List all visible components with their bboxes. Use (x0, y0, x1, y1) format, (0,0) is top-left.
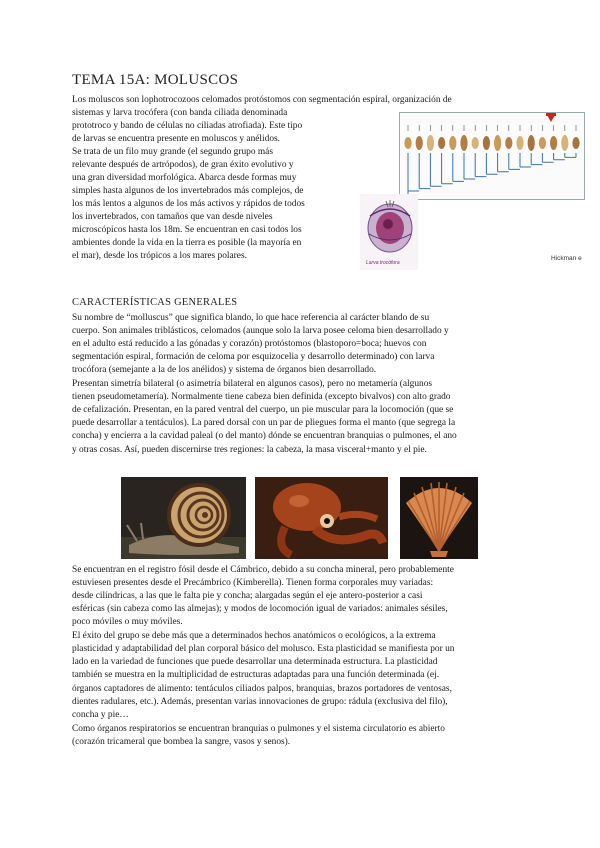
intro-line: el mar), desde los trópicos a los mares polares. (72, 251, 247, 261)
section-line: trocófora (semejante a la de los anélidos) y sistema de órganos bien desarrollado. (72, 365, 377, 375)
taxon-illustration (416, 136, 423, 150)
section-line: de cefalización. Presentan, en la pared ventral del cuerpo, un pie muscular para la locomoción (que se (72, 405, 454, 415)
marker-arrow-icon (547, 115, 555, 122)
body-line: estuviesen presentes desde el Precámbrico (Kimberella). Tienen forma corporales muy variadas: (72, 578, 434, 588)
intro-line: Los moluscos son lophotrocozoos celomados protóstomos con segmentación espiral, organización de (72, 95, 452, 105)
body-line: Se encuentran en el registro fósil desde el Cámbrico, debido a su concha mineral, pero probablemente (72, 565, 454, 575)
intro-line: de larvas se encuentra presente en moluscos y anélidos. (72, 134, 280, 144)
taxon-illustration (472, 137, 479, 149)
section-line: tienen pseudometamería). Normalmente tiene cabeza bien definida (excepto bivalvos) con alto grado (72, 392, 451, 402)
taxon-illustration (505, 137, 512, 149)
body-line: (corazón tricameral que bombea la sangre, vasos y senos). (72, 737, 291, 747)
section-line: puede desarrollar a tentáculos). La pared dorsal con un par de pliegues forma el manto (que segrega la (72, 418, 456, 428)
taxon-illustration (539, 137, 546, 149)
taxon-illustration (483, 136, 490, 150)
section-line: cuerpo. Son animales triblásticos, celomados (aunque solo la larva posee celoma bien desarrollado y (72, 326, 449, 336)
intro-line: una gran diversidad morfológica. Abarca desde formas muy (72, 173, 297, 183)
body-line: dientes radulares, etc.). Además, presentan varias innovaciones de grupo: rádula (exclusiva del filo), (72, 697, 448, 707)
intro-line: prototroco y bando de células no ciliadas atrofiada). Este tipo (72, 121, 303, 131)
taxon-illustration (528, 135, 535, 151)
phylogeny-figure (399, 112, 585, 200)
taxon-illustration (494, 135, 501, 151)
intro-line: Se trata de un filo muy grande (el segundo grupo más (72, 147, 273, 157)
intro-line: simples hasta algunos de los invertebrados más complejos, de (72, 186, 304, 196)
body-line: órganos captadores de alimento: tentáculos ciliados palpos, branquias, brazos portadores de ventosas, (72, 684, 452, 694)
body-line: lado en la variedad de funciones que puede desarrollar una determinada estructura. La plasticidad (72, 657, 438, 667)
body-line: esféricas (sin cabeza como las almejas); y modos de locomoción igual de variados: animales sésiles, (72, 604, 448, 614)
taxon-illustration (572, 137, 579, 149)
intro-line: los más lentos a algunos de los más activos y rápidos de todos (72, 199, 305, 209)
taxon-illustration (460, 135, 467, 151)
page-title: TEMA 15A: MOLUSCOS (72, 72, 239, 88)
body-line: El éxito del grupo se debe más que a determinados hechos anatómicos o ecológicos, a la extrema (72, 631, 436, 641)
section-line: y otras cosas. Así, pueden discernirse tres regiones: la cabeza, la masa visceral+manto y el pie. (72, 445, 427, 455)
body-line: concha y pie… (72, 710, 129, 720)
taxon-illustration (516, 136, 523, 150)
section-heading: CARACTERÍSTICAS GENERALES (72, 297, 238, 308)
scallop-photo (400, 477, 478, 559)
body-line: plasticidad y adaptabilidad del plan corporal básico del molusco. Esta plasticidad se manifiesta por un (72, 644, 455, 654)
phylogeny-tree-branches (408, 153, 576, 195)
intro-line: relevante después de artrópodos), de gran éxito evolutivo y (72, 160, 294, 170)
section-line: en el adulto está reducido a las gónadas y corazón) protóstomos (blastoporo=boca; huevos con (72, 339, 427, 349)
body-line: poco móviles o muy móviles. (72, 617, 183, 627)
section-line: concha) y encierra a la cavidad paleal (o del manto) dónde se encuentran branquias o pulmones, el ano (72, 431, 457, 441)
taxon-illustration (550, 136, 557, 150)
section-line: Presentan simetría bilateral (o asimetría bilateral en algunos casos), pero no metamería (algunos (72, 379, 433, 389)
intro-line: ambientes donde la vida en la tierra es posible (la mayoría en (72, 238, 302, 248)
taxon-illustration (449, 136, 456, 150)
taxon-illustration (438, 137, 445, 149)
body-line: desde cilíndricas, a las que le falta pie y concha; alargadas según el eje antero-posterior a casi (72, 591, 423, 601)
taxon-illustration (561, 135, 568, 151)
section-line: segmentación espiral, formación de celoma por esquizocelia y desarrollo determinado) con larva (72, 352, 435, 362)
intro-line: los invertebrados, con tamaños que van desde niveles (72, 212, 273, 222)
larva-label: Larva trocófora (366, 260, 400, 266)
body-line: Como órganos respiratorios se encuentran branquias o pulmones y el sistema circulatorio es abierto (72, 724, 445, 734)
trochophore-larva-figure (360, 194, 418, 270)
octopus-photo (255, 477, 388, 559)
body-line: también se muestra en la multiplicidad de estructuras adaptadas para una función determinada (ej. (72, 670, 440, 680)
taxon-illustration (427, 135, 434, 151)
intro-line: sistemas y larva trocófera (con banda ciliada denominada (72, 108, 288, 118)
figure-credit: Hickman e (551, 255, 582, 262)
section-line: Su nombre de “molluscus” que significa blando, lo que hace referencia al carácter blando de su (72, 313, 430, 323)
taxon-illustration (404, 137, 411, 149)
intro-line: microscópicos hasta los 18m. Se encuentran en casi todos los (72, 225, 302, 235)
snail-photo (121, 477, 246, 559)
